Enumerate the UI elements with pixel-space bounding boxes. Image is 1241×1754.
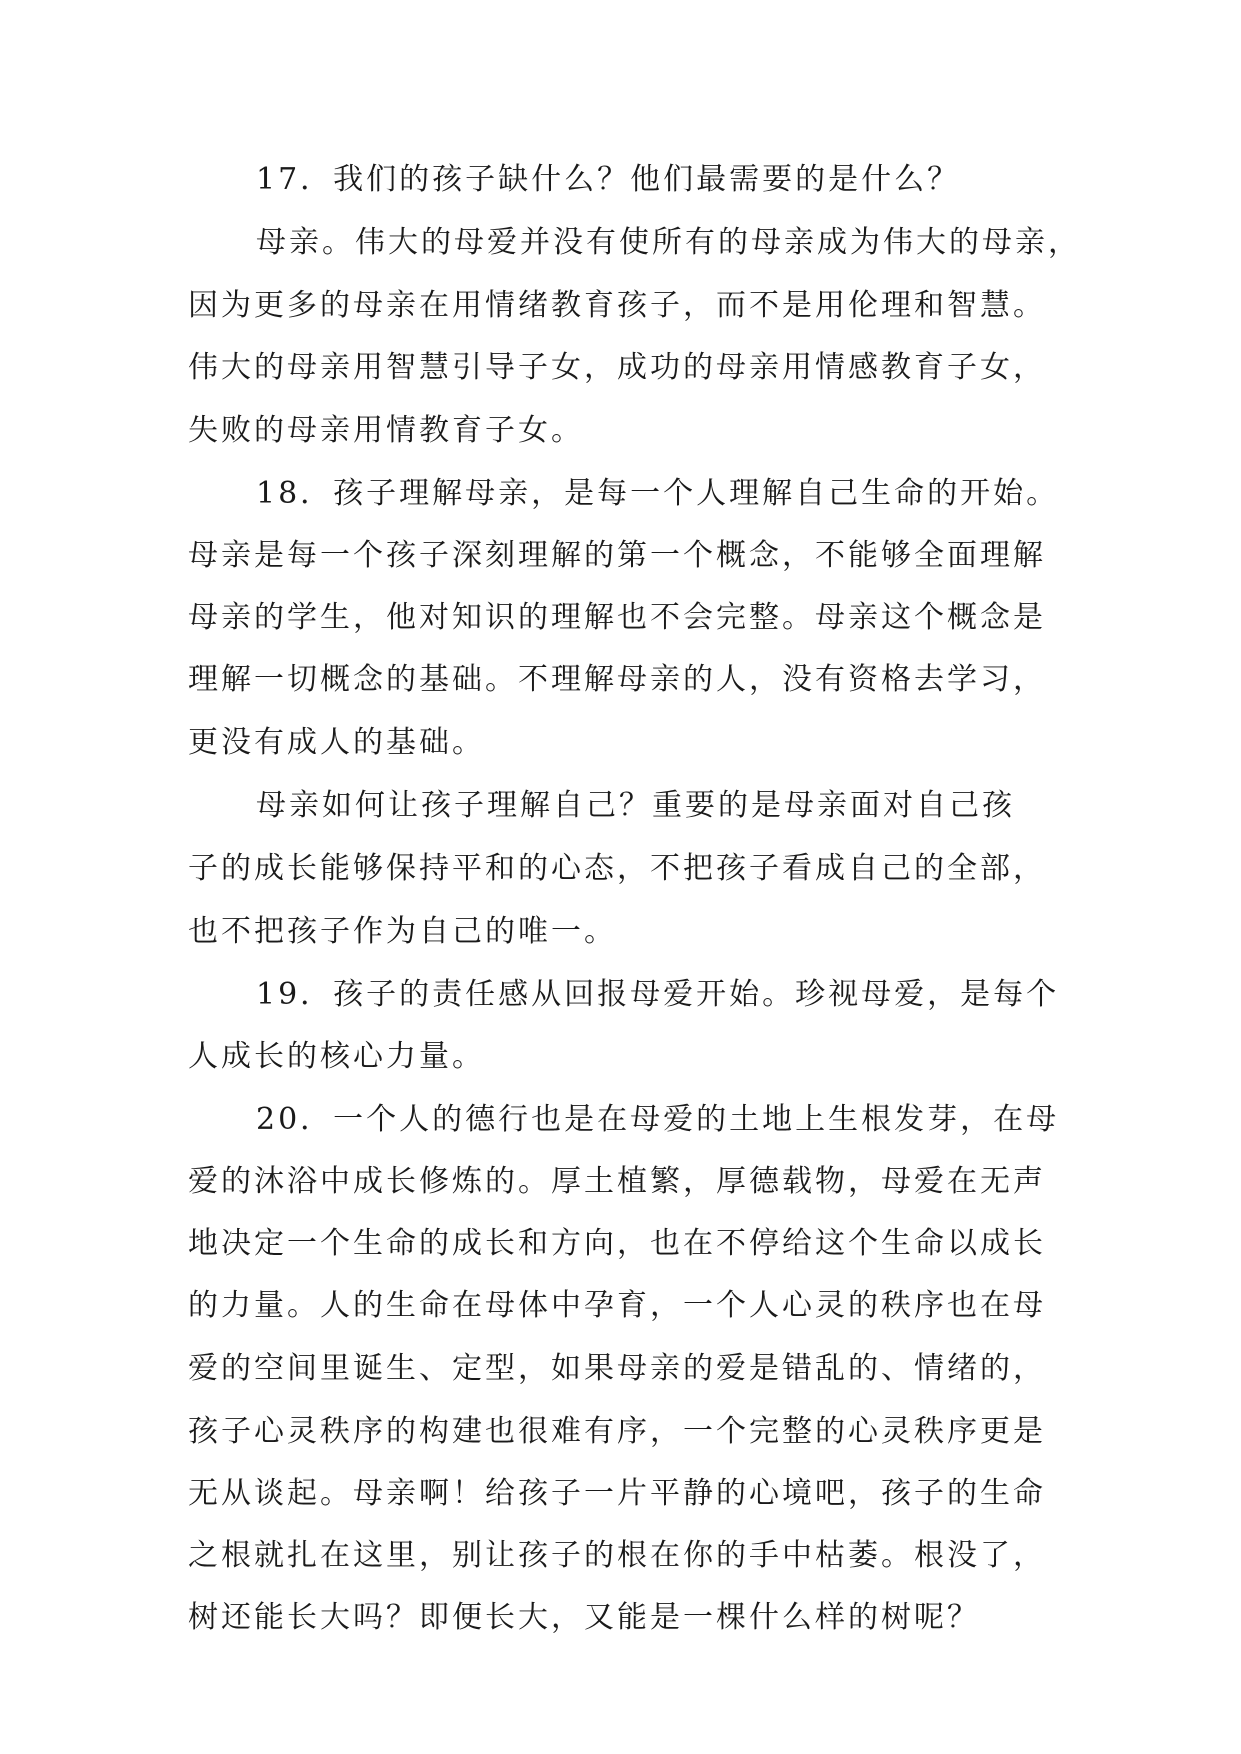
text-line: 孩子心灵秩序的构建也很难有序，一个完整的心灵秩序更是	[188, 1414, 1046, 1449]
text-line: 更没有成人的基础。	[188, 725, 485, 760]
text-line: 伟大的母亲用智慧引导子女，成功的母亲用情感教育子女，	[188, 350, 1046, 385]
text-line: 人成长的核心力量。	[188, 1039, 485, 1074]
text-line: 地决定一个生命的成长和方向，也在不停给这个生命以成长	[188, 1226, 1046, 1261]
text-line: 爱的空间里诞生、定型，如果母亲的爱是错乱的、情绪的，	[188, 1351, 1046, 1386]
text-line: 理解一切概念的基础。不理解母亲的人，没有资格去学习，	[188, 662, 1046, 697]
text-line: 失败的母亲用情教育子女。	[188, 413, 584, 448]
text-line: 也不把孩子作为自己的唯一。	[188, 914, 617, 949]
text-line: 17．我们的孩子缺什么？他们最需要的是什么？	[256, 162, 961, 197]
text-line: 母亲如何让孩子理解自己？重要的是母亲面对自己孩	[256, 788, 1015, 823]
text-line: 的力量。人的生命在母体中孕育，一个人心灵的秩序也在母	[188, 1288, 1046, 1323]
text-line: 无从谈起。母亲啊！给孩子一片平静的心境吧，孩子的生命	[188, 1476, 1046, 1511]
text-line: 18．孩子理解母亲，是每一个人理解自己生命的开始。	[256, 476, 1060, 511]
text-line: 19．孩子的责任感从回报母爱开始。珍视母爱，是每个	[256, 977, 1060, 1012]
text-line: 因为更多的母亲在用情绪教育孩子，而不是用伦理和智慧。	[188, 288, 1046, 323]
text-line: 树还能长大吗？即便长大，又能是一棵什么样的树呢？	[188, 1600, 980, 1635]
text-line: 20．一个人的德行也是在母爱的土地上生根发芽，在母	[256, 1102, 1060, 1137]
text-line: 子的成长能够保持平和的心态，不把孩子看成自己的全部，	[188, 851, 1046, 886]
text-line: 之根就扎在这里，别让孩子的根在你的手中枯萎。根没了，	[188, 1538, 1046, 1573]
text-line: 爱的沐浴中成长修炼的。厚土植繁，厚德载物，母爱在无声	[188, 1164, 1046, 1199]
text-line: 母亲。伟大的母爱并没有使所有的母亲成为伟大的母亲，	[256, 225, 1081, 260]
text-line: 母亲的学生，他对知识的理解也不会完整。母亲这个概念是	[188, 600, 1046, 635]
text-line: 母亲是每一个孩子深刻理解的第一个概念，不能够全面理解	[188, 538, 1046, 573]
